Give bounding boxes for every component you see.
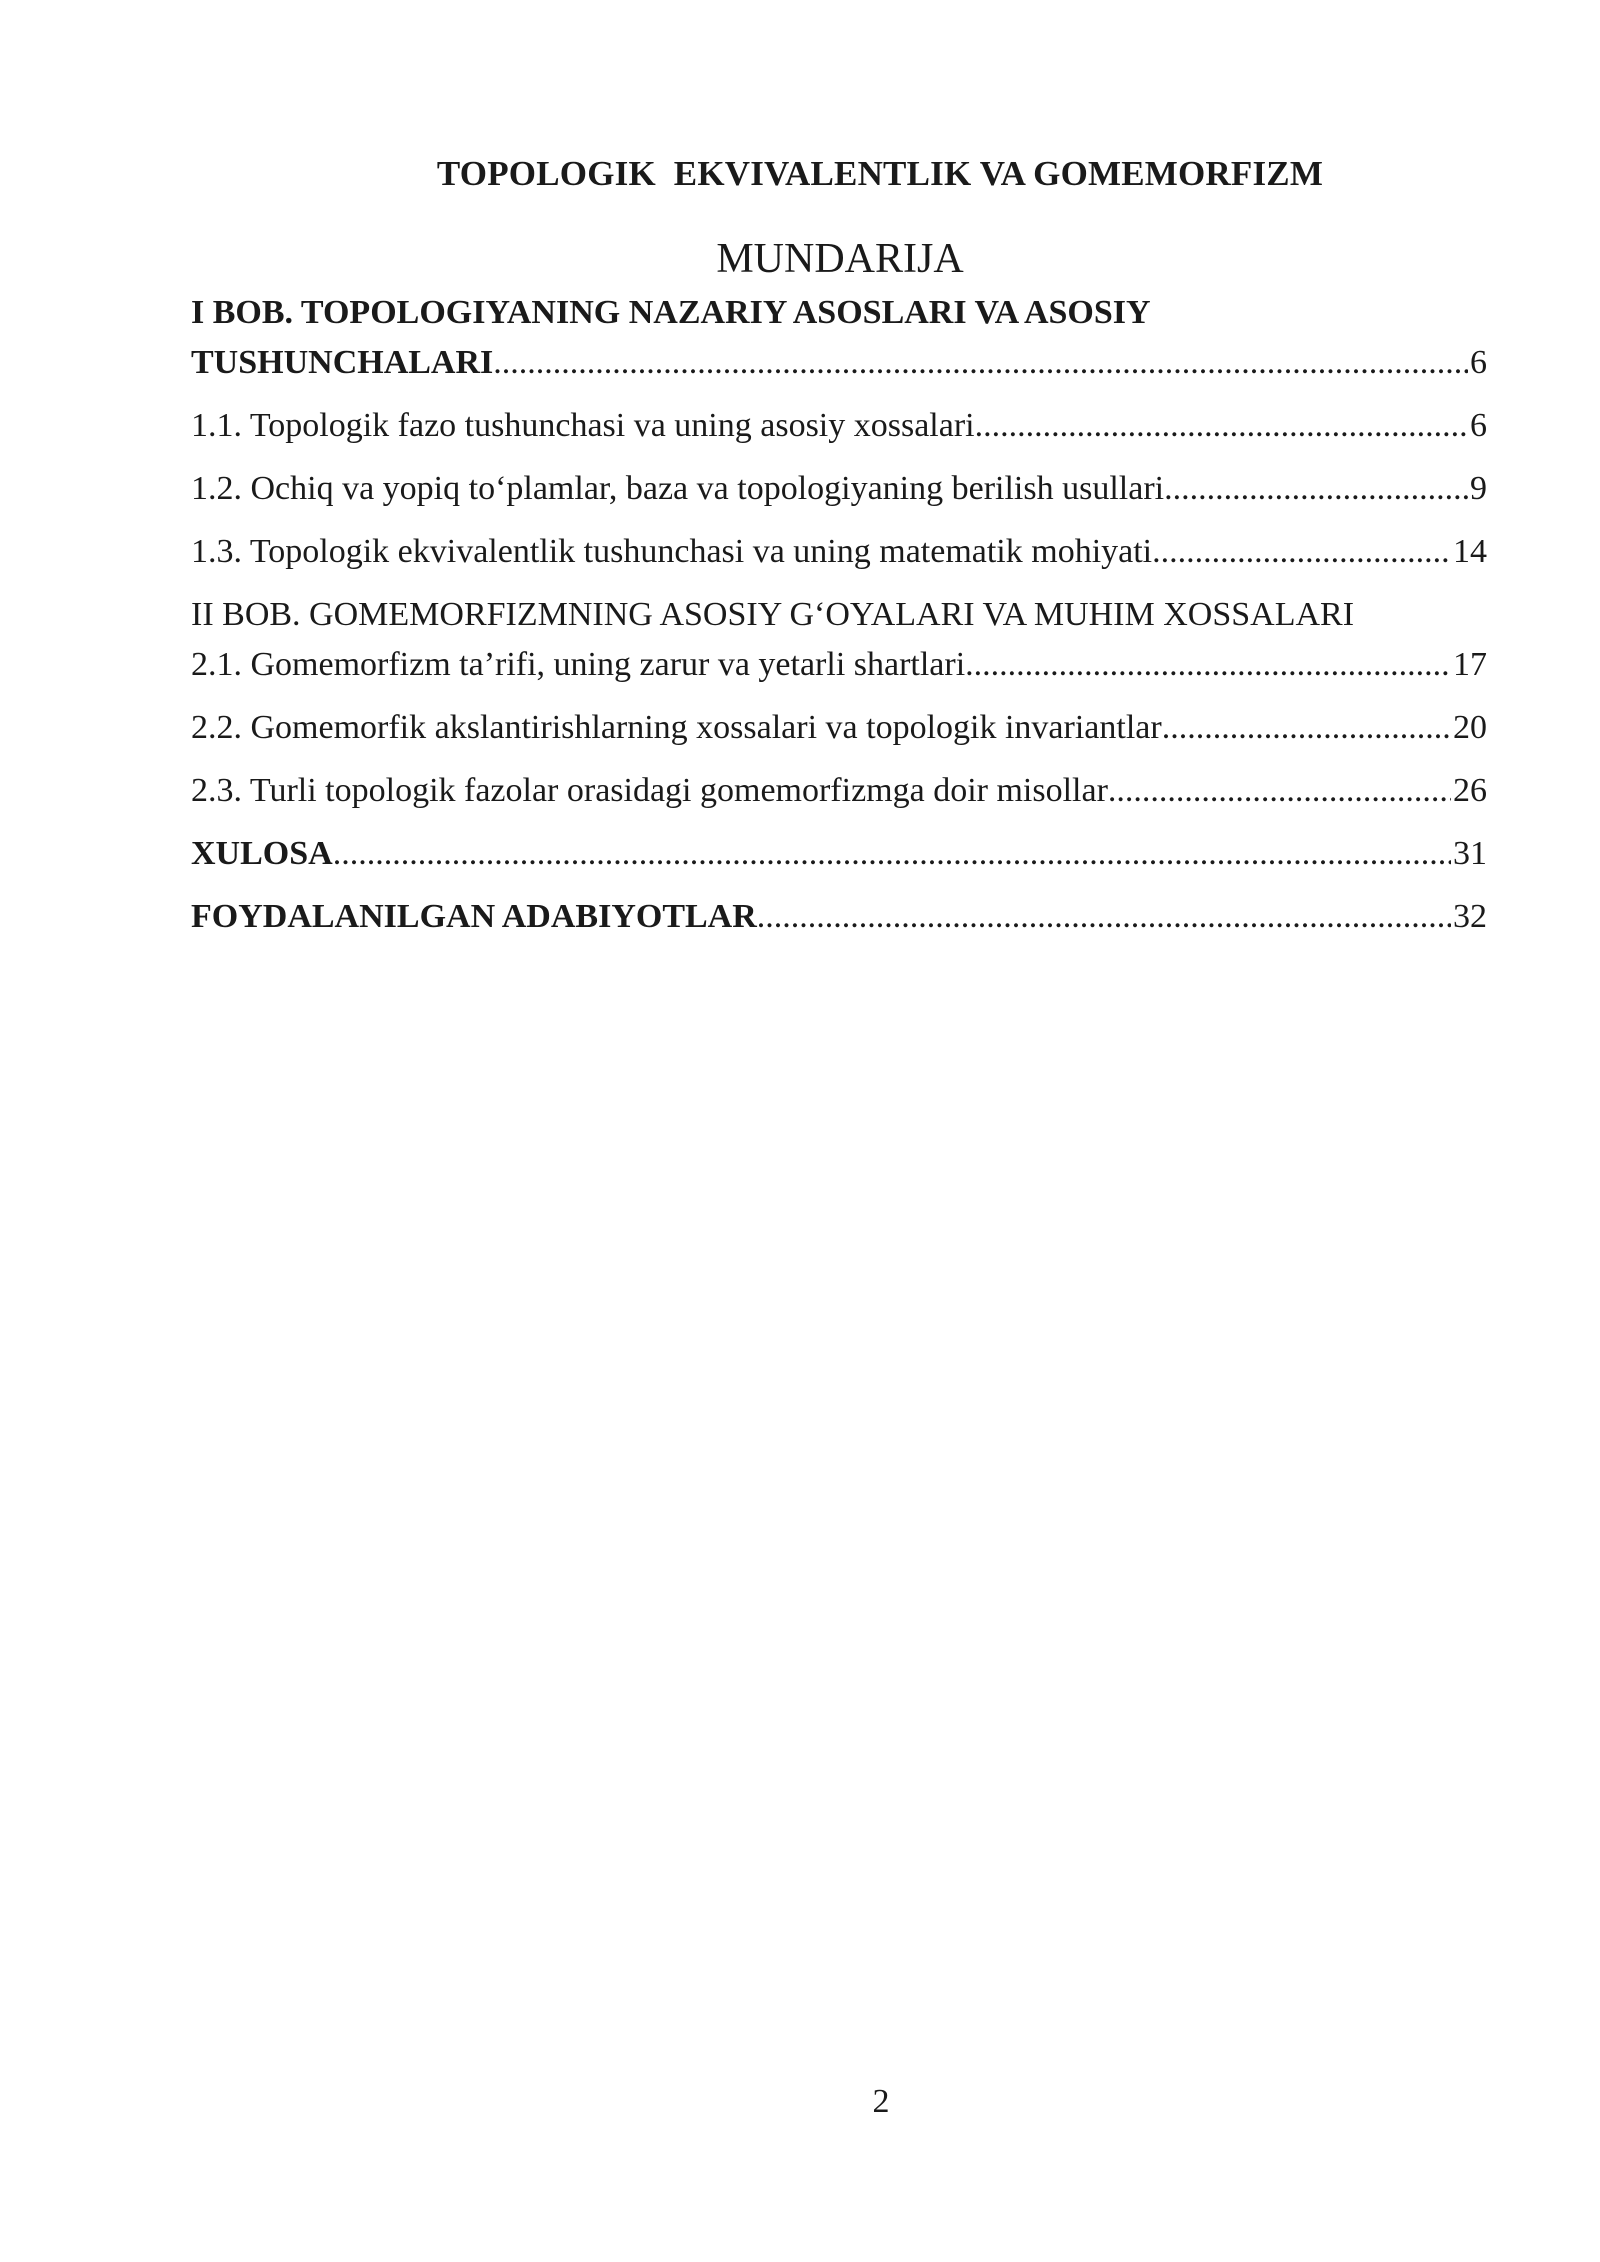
toc-page-number: 9 <box>1470 470 1487 507</box>
toc-chapter-1-title: I BOB. TOPOLOGIYANING NAZARIY ASOSLARI VA ASOSIY <box>191 294 1151 331</box>
toc-section-entry <box>191 766 1487 816</box>
toc-section-entry <box>191 640 1487 690</box>
dot-leader <box>757 892 1451 942</box>
dot-leader <box>1152 527 1451 577</box>
dot-leader <box>1108 766 1451 816</box>
toc-conclusion-entry <box>191 829 1487 879</box>
toc-section-title: 1.3. Topologik ekvivalentlik tushunchasi va uning matematik mohiyati <box>191 533 1153 570</box>
toc-section-entry <box>191 464 1487 514</box>
toc-conclusion-title: XULOSA <box>191 835 333 872</box>
toc-page-number: 26 <box>1453 772 1487 809</box>
toc-page-number: 17 <box>1453 646 1487 683</box>
toc-references-title: FOYDALANILGAN ADABIYOTLAR <box>191 898 757 935</box>
toc-section-entry <box>191 401 1487 451</box>
toc-section-entry <box>191 703 1487 753</box>
dot-leader <box>1162 703 1451 753</box>
dot-leader <box>493 338 1468 388</box>
page-number: 2 <box>872 2083 890 2120</box>
dot-leader <box>333 829 1451 879</box>
toc-page-number: 6 <box>1470 344 1487 381</box>
toc-chapter-2-title: II BOB. GOMEMORFIZMNING ASOSIY G‘OYALARI VA MUHIM XOSSALARI <box>191 596 1355 633</box>
dot-leader <box>975 401 1468 451</box>
toc-heading: MUNDARIJA <box>716 236 964 282</box>
toc-section-title: 1.2. Ochiq va yopiq to‘plamlar, baza va topologiyaning berilish usullari <box>191 470 1165 507</box>
dot-leader <box>965 640 1451 690</box>
toc-page-number: 20 <box>1453 709 1487 746</box>
toc-section-title: 2.3. Turli topologik fazolar orasidagi gomemorfizmga doir misollar <box>191 772 1108 809</box>
toc-references-entry <box>191 892 1487 942</box>
toc-page-number: 32 <box>1453 898 1487 935</box>
toc-page-number: 6 <box>1470 407 1487 444</box>
toc-page-number: 31 <box>1453 835 1487 872</box>
toc-chapter-1-entry <box>191 338 1487 388</box>
table-of-contents <box>191 288 1487 942</box>
dot-leader <box>1164 464 1468 514</box>
toc-section-entry <box>191 527 1487 577</box>
toc-section-title: 2.2. Gomemorfik akslantirishlarning xossalari va topologik invariantlar <box>191 709 1162 746</box>
toc-page-number: 14 <box>1453 533 1487 570</box>
toc-section-title: 1.1. Topologik fazo tushunchasi va uning asosiy xossalari <box>191 407 975 444</box>
document-title: TOPOLOGIK EKVIVALENTLIK VA GOMEMORFIZM <box>436 154 1324 193</box>
toc-chapter-1-title-cont: TUSHUNCHALARI <box>191 344 494 381</box>
toc-section-title: 2.1. Gomemorfizm ta’rifi, uning zarur va yetarli shartlari <box>191 646 966 683</box>
